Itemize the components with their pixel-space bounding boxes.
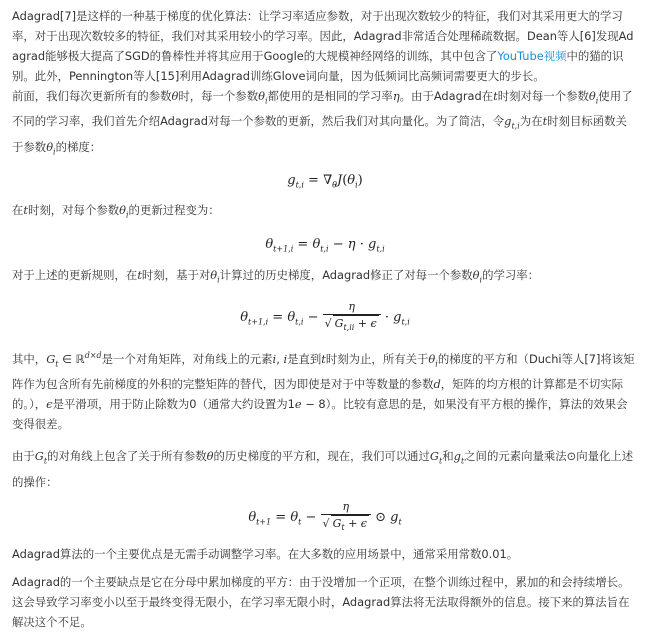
paragraph-per-parameter: 前面，我们每次更新所有的参数θ时，每一个参数$\theta_i$都使用的是相同的学习率η。由于Adagrad在t时刻对每一个参数$\theta_i$使用了不同的学习率，我们首先介绍Adagrad对每一个参数的更新，然后我们对其向量化。为了简洁，令$g_{t,i}$为在t时刻目标函数关于参数$\theta_i$的梯度： [12, 89, 633, 156]
youtube-video-link[interactable]: YouTube视频 [497, 49, 567, 63]
equation-gradient: $g_{t,i} = \nabla_\theta J(\theta_i)$ [287, 172, 363, 190]
paragraph-gt-matrix: 其中，$G_t$ ∈ ℝ$^{d\times d}$是一个对角矩阵，对角线上的元素i, i是直到t时刻为止，所有关于$\theta_i$的梯度的平方和（Duchi等人[7]将该矩阵作为包含所有先前梯度的外积的完整矩阵的替代，因为即使是对于中等数量的参数d，矩阵的均方根的计算都是不切实际的。），ϵ是平滑项，用于防止除数为0（通常大约设置为1e − 8）。比较有意思的是，如果没有平方根的操作，算法的效果会变得很差。 [12, 351, 635, 432]
paragraph-advantage: Adagrad算法的一个主要优点是无需手动调整学习率。在大多数的应用场景中，通常采用常数0.01。 [12, 546, 519, 561]
paragraph-adagrad-rule: 对于上述的更新规则，在t时刻，基于对$\theta_i$计算过的历史梯度，Adagrad修正了对每一个参数$\theta_i$的学习率： [12, 268, 540, 285]
equation-sgd-update: $\theta_{t+1,i} = \theta_{t,i} - \eta \cdot g_{t,i}$ [265, 237, 385, 254]
paragraph-update-intro: 在t时刻，对每个参数$\theta_i$的更新过程变为： [12, 202, 220, 220]
paragraph-disadvantage: Adagrad的一个主要缺点是它在分母中累加梯度的平方：由于没增加一个正项，在整个训练过程中，累加的和会持续增长。这会导致学习率变小以至于最终变得无限小，在学习率无限小时，Adagrad算法将无法取得额外的信息。接下来的算法旨在解决这个不足。 [12, 574, 630, 629]
paragraph-vectorize: 由于$G_t$的对角线上包含了关于所有参数θ的历史梯度的平方和，现在，我们可以通过$G_t$和$g_t$之间的元素向量乘法⊙向量化上述的操作： [12, 449, 634, 489]
equation-adagrad-elementwise: $\theta_{t+1,i} = \theta_{t,i}$ − $\frac{\eta}{√ G_{t,ii} + \epsilon}$ · $g_{t,i}$ [12, 290, 638, 346]
paragraph-intro: Adagrad[7]是这样的一种基于梯度的优化算法：让学习率适应参数，对于出现次数较少的特征，我们对其采用更大的学习率，对于出现次数较多的特征，我们对其采用较小的学习率。因此，Adagrad非常适合处理稀疏数据。Dean等人[6]发现Adagrad能够极大提高了SGD的鲁棒性并将其应用于Google的大规模神经网络的训练，其中包含了YouTube视频中的猫的识别。此外，Pennington等人[15]利用Adagrad训练Glove词向量，因为低频词比高频词需要更大的步长。 [12, 9, 634, 83]
equation-adagrad-vectorized: $\theta_{t+1} = \theta_t$ − $\frac{\eta}{√ G_t + \epsilon}$ ⊙ $g_t$ [12, 492, 638, 544]
